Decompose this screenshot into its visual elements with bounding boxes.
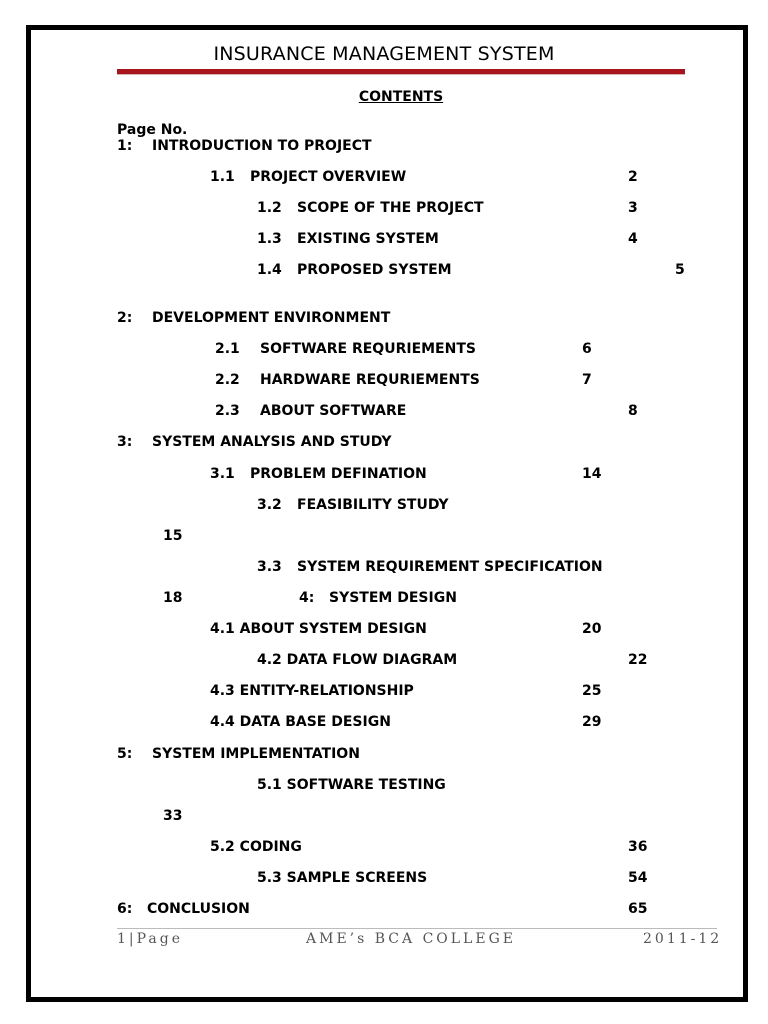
section-1-1-number: 1.1 <box>210 169 235 185</box>
section-3-1-number: 3.1 <box>210 466 235 482</box>
footer-year: 2011-12 <box>643 931 723 947</box>
section-2-2-number: 2.2 <box>215 372 240 388</box>
section-3-number: 3: <box>117 434 133 450</box>
section-6-title: CONCLUSION <box>147 901 250 917</box>
section-6-number: 6: <box>117 901 133 917</box>
section-2-3-page: 8 <box>628 403 638 419</box>
section-3-1-page: 14 <box>582 466 602 482</box>
section-4-number: 4: <box>299 590 315 606</box>
section-2-1-number: 2.1 <box>215 341 240 357</box>
footer-page-number <box>117 931 183 947</box>
section-5-1-title: 5.1 SOFTWARE TESTING <box>257 777 446 793</box>
section-4-1-title: 4.1 ABOUT SYSTEM DESIGN <box>210 621 427 637</box>
section-3-3-page: 18 <box>163 590 183 606</box>
section-5-2-title: 5.2 CODING <box>210 839 302 855</box>
section-1-title: INTRODUCTION TO PROJECT <box>152 138 372 154</box>
section-3-title: SYSTEM ANALYSIS AND STUDY <box>152 434 392 450</box>
section-3-3-title: SYSTEM REQUIREMENT SPECIFICATION <box>297 559 603 575</box>
section-4-4-title: 4.4 DATA BASE DESIGN <box>210 714 391 730</box>
section-1-3-page: 4 <box>628 231 638 247</box>
section-1-3-number: 1.3 <box>257 231 282 247</box>
section-4-2-page: 22 <box>628 652 648 668</box>
section-3-1-title: PROBLEM DEFINATION <box>250 466 427 482</box>
footer-page-num: 1 <box>117 931 129 947</box>
section-3-2-page: 15 <box>163 528 183 544</box>
section-1-4-number: 1.4 <box>257 262 282 278</box>
section-4-2-title: 4.2 DATA FLOW DIAGRAM <box>257 652 458 668</box>
section-1-1-page: 2 <box>628 169 638 185</box>
footer-rule <box>117 928 717 929</box>
section-2-3-title: ABOUT SOFTWARE <box>260 403 407 419</box>
section-5-1-page: 33 <box>163 808 183 824</box>
section-3-3-number: 3.3 <box>257 559 282 575</box>
section-2-number: 2: <box>117 310 133 326</box>
section-3-2-number: 3.2 <box>257 497 282 513</box>
footer-college: AME’s BCA COLLEGE <box>306 931 516 947</box>
section-1-2-number: 1.2 <box>257 200 282 216</box>
section-1-2-title: SCOPE OF THE PROJECT <box>297 200 484 216</box>
section-5-title: SYSTEM IMPLEMENTATION <box>152 746 360 762</box>
section-3-2-title: FEASIBILITY STUDY <box>297 497 449 513</box>
footer-page-label: |Page <box>128 931 184 947</box>
section-1-3-title: EXISTING SYSTEM <box>297 231 439 247</box>
section-4-title: SYSTEM DESIGN <box>329 590 457 606</box>
section-2-2-page: 7 <box>582 372 592 388</box>
page-no-label: Page No. <box>117 122 188 138</box>
section-1-4-title: PROPOSED SYSTEM <box>297 262 452 278</box>
section-5-3-page: 54 <box>628 870 648 886</box>
section-5-number: 5: <box>117 746 133 762</box>
section-6-page: 65 <box>628 901 648 917</box>
section-5-3-title: 5.3 SAMPLE SCREENS <box>257 870 428 886</box>
section-1-2-page: 3 <box>628 200 638 216</box>
contents-heading: CONTENTS <box>358 89 444 105</box>
section-4-1-page: 20 <box>582 621 602 637</box>
header-rule <box>117 69 685 75</box>
section-1-number: 1: <box>117 138 133 154</box>
section-2-2-title: HARDWARE REQURIEMENTS <box>260 372 480 388</box>
section-4-4-page: 29 <box>582 714 602 730</box>
section-2-3-number: 2.3 <box>215 403 240 419</box>
section-1-1-title: PROJECT OVERVIEW <box>250 169 407 185</box>
section-5-2-page: 36 <box>628 839 648 855</box>
section-2-1-title: SOFTWARE REQURIEMENTS <box>260 341 476 357</box>
document-title: INSURANCE MANAGEMENT SYSTEM <box>213 43 555 65</box>
section-4-3-title: 4.3 ENTITY-RELATIONSHIP <box>210 683 414 699</box>
section-1-4-page: 5 <box>675 262 685 278</box>
section-4-3-page: 25 <box>582 683 602 699</box>
section-2-title: DEVELOPMENT ENVIRONMENT <box>152 310 391 326</box>
section-2-1-page: 6 <box>582 341 592 357</box>
